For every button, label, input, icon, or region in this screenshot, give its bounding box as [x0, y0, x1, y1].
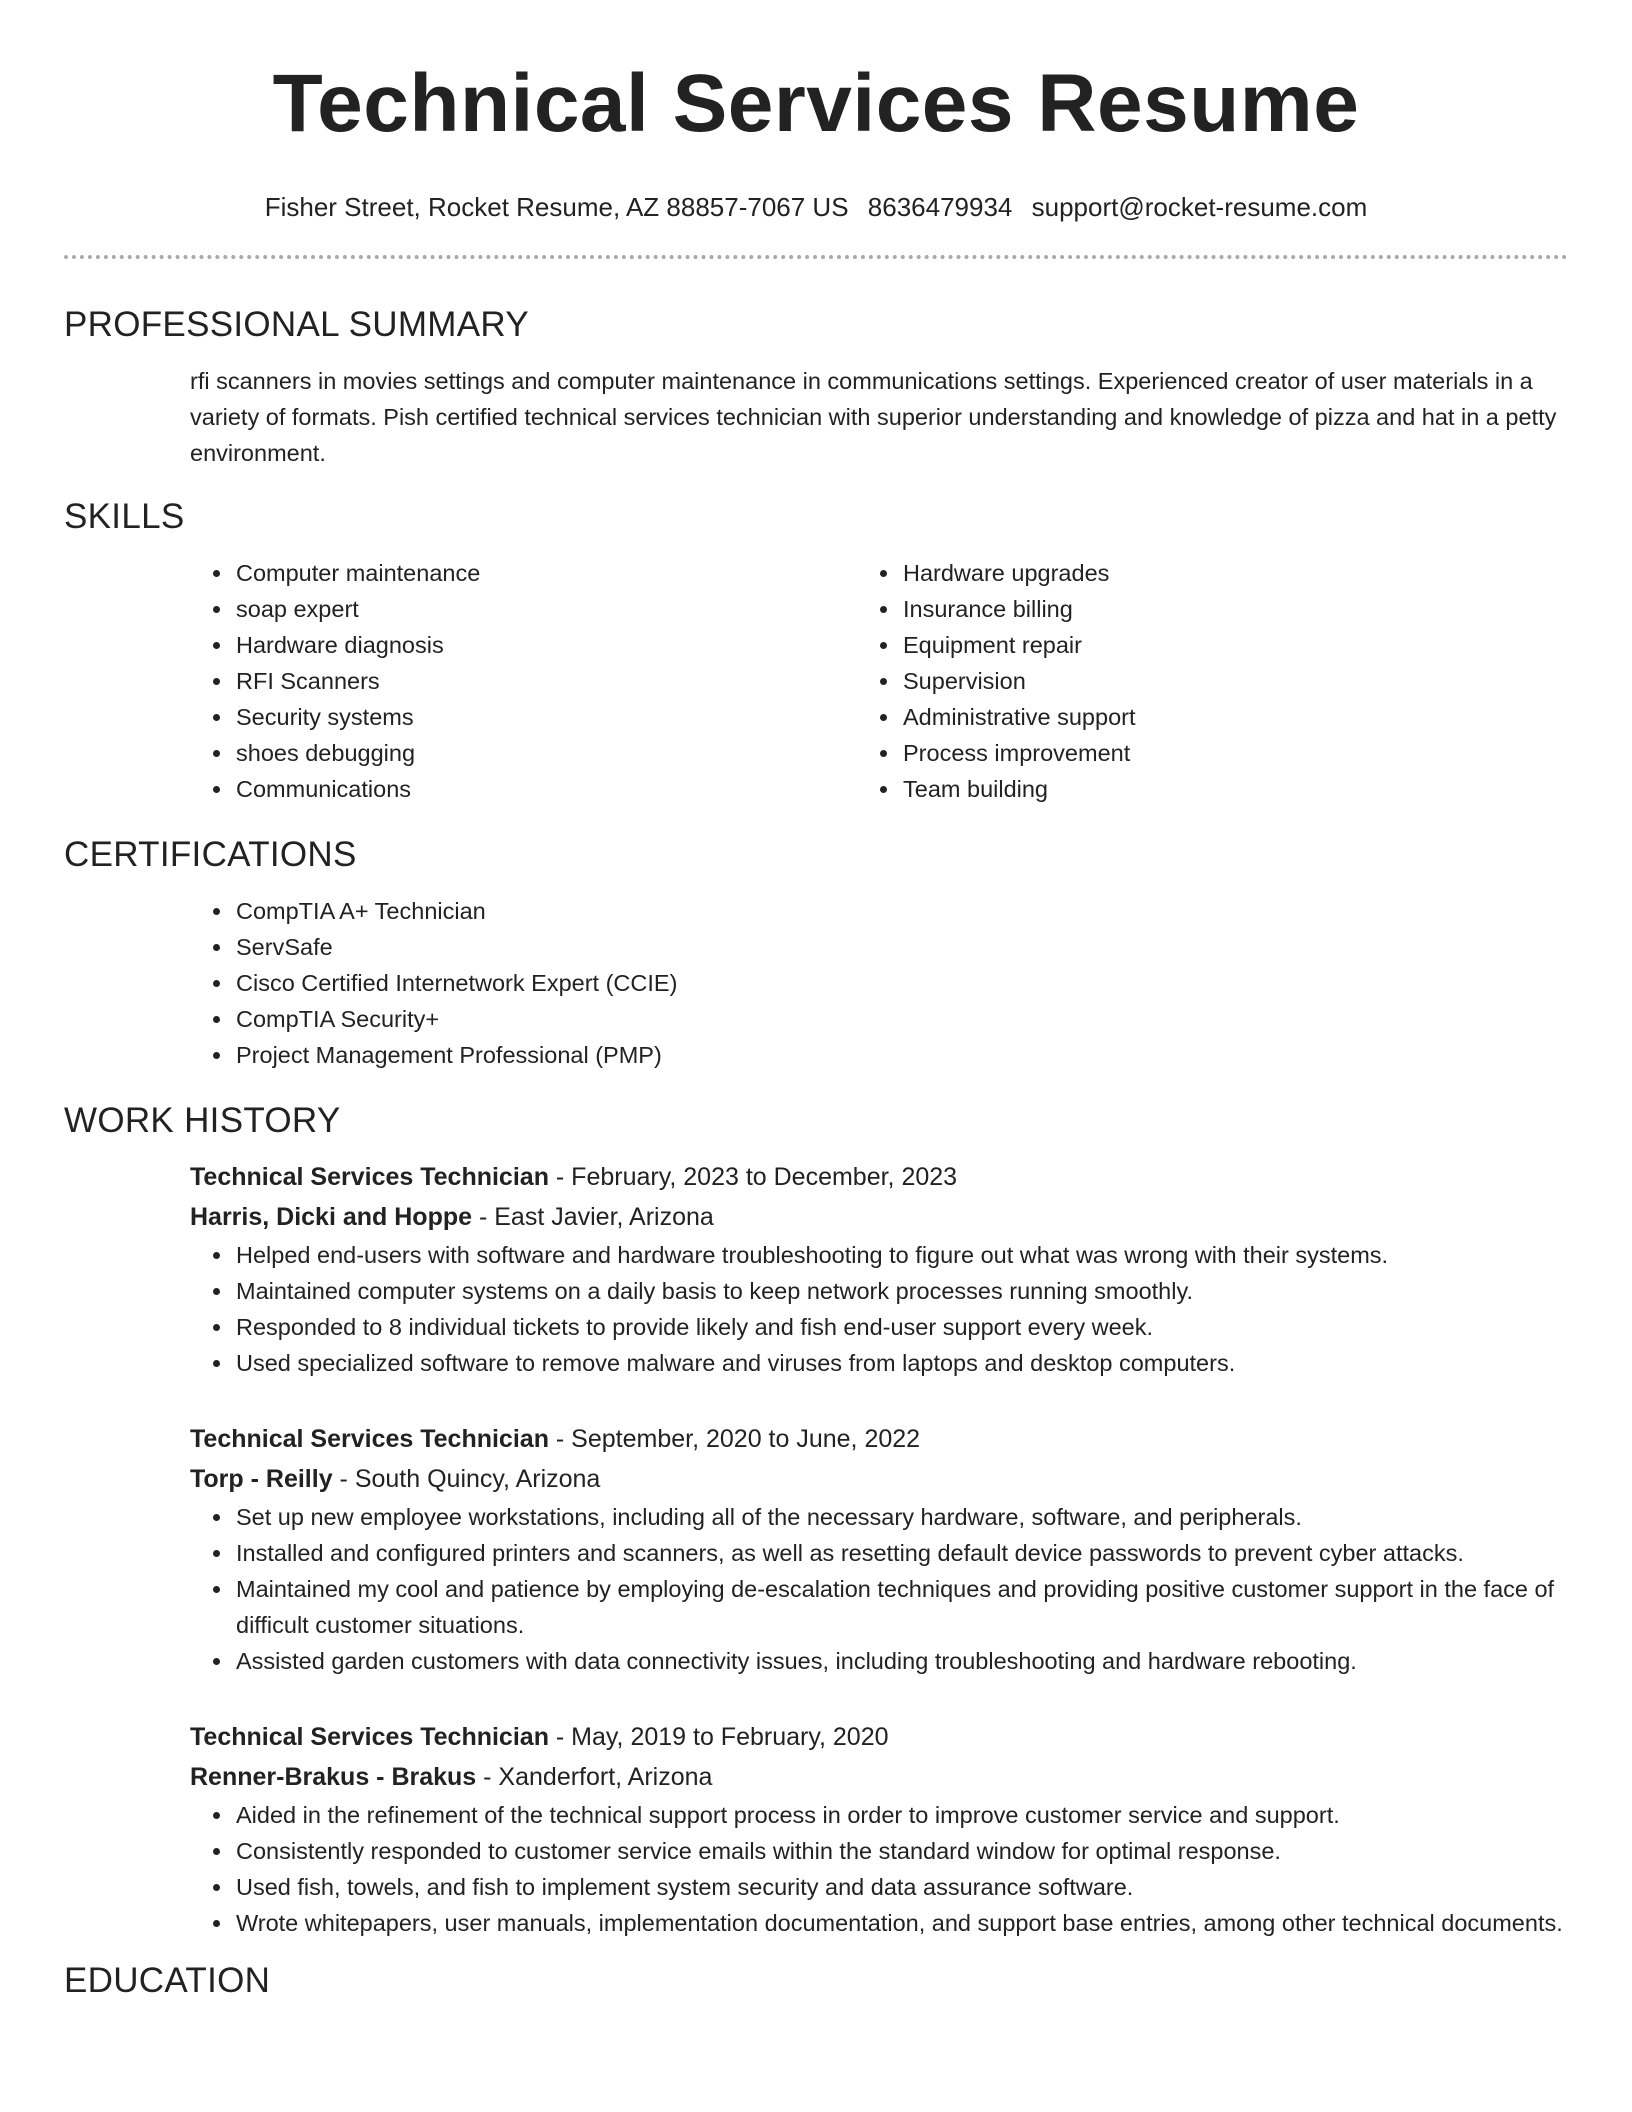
list-item: • Aided in the refinement of the technical support process in order to improve customer service and support.: [234, 1797, 1568, 1833]
list-item: • Responded to 8 individual tickets to provide likely and fish end-user support every week.: [234, 1309, 1568, 1345]
work-heading: WORK HISTORY: [64, 1101, 341, 1140]
list-item: • RFI Scanners: [234, 663, 901, 699]
list-item: • Set up new employee workstations, including all of the necessary hardware, software, and peripherals.: [234, 1499, 1568, 1535]
list-item: • Assisted garden customers with data connectivity issues, including troubleshooting and hardware rebooting.: [234, 1643, 1568, 1679]
job-title-line: [190, 1157, 1568, 1197]
job-dates: - September, 2020 to June, 2022: [548, 1425, 921, 1453]
list-item: • Team building: [901, 771, 1568, 807]
job-bullets: [64, 1237, 1568, 1381]
job-location: - South Quincy, Arizona: [332, 1465, 601, 1493]
list-item: • Cisco Certified Internetwork Expert (CCIE): [234, 965, 1568, 1001]
skills-columns: [64, 555, 1568, 807]
summary-section: [64, 303, 1568, 471]
job-company: Renner-Brakus - Brakus: [190, 1763, 477, 1791]
list-item: • shoes debugging: [234, 735, 901, 771]
certifications-section: [64, 833, 1568, 1073]
job-company: Torp - Reilly: [190, 1465, 333, 1493]
work-section: [64, 1099, 1568, 1941]
certifications-heading: CERTIFICATIONS: [64, 835, 357, 874]
list-item: • Consistently responded to customer service emails within the standard window for optimal response.: [234, 1833, 1568, 1869]
skills-column-2: [901, 555, 1568, 807]
job-company: Harris, Dicki and Hoppe: [190, 1203, 473, 1231]
list-item: • Wrote whitepapers, user manuals, implementation documentation, and support base entries, among other technical documents.: [234, 1905, 1568, 1941]
list-item: • Communications: [234, 771, 901, 807]
job-company-line: [190, 1459, 1568, 1499]
list-item: • CompTIA Security+: [234, 1001, 1568, 1037]
job-location: - Xanderfort, Arizona: [476, 1763, 713, 1791]
list-item: • Supervision: [901, 663, 1568, 699]
list-item: • Project Management Professional (PMP): [234, 1037, 1568, 1073]
list-item: • Administrative support: [901, 699, 1568, 735]
list-item: • Used fish, towels, and fish to implement system security and data assurance software.: [234, 1869, 1568, 1905]
list-item: • Maintained computer systems on a daily basis to keep network processes running smoothly.: [234, 1273, 1568, 1309]
job-dates: - February, 2023 to December, 2023: [548, 1163, 958, 1191]
list-item: • Hardware upgrades: [901, 555, 1568, 591]
list-item: • Used specialized software to remove malware and viruses from laptops and desktop computers.: [234, 1345, 1568, 1381]
list-item: • soap expert: [234, 591, 901, 627]
resume-title: Technical Services Resume: [272, 58, 1360, 149]
list-item: • Installed and configured printers and scanners, as well as resetting default device passwords to prevent cyber attacks.: [234, 1535, 1568, 1571]
job-title-line: [190, 1419, 1568, 1459]
job-dates: - May, 2019 to February, 2020: [548, 1723, 889, 1751]
job-bullets: [64, 1797, 1568, 1941]
job-title: Technical Services Technician: [190, 1425, 549, 1453]
job-company-line: [190, 1197, 1568, 1237]
contact-line: [64, 190, 1568, 224]
list-item: • Hardware diagnosis: [234, 627, 901, 663]
job-title: Technical Services Technician: [190, 1163, 549, 1191]
header-divider: [64, 255, 1568, 259]
list-item: • CompTIA A+ Technician: [234, 893, 1568, 929]
contact-address: Fisher Street, Rocket Resume, AZ 88857-7067 US: [264, 192, 849, 222]
job-title: Technical Services Technician: [190, 1723, 549, 1751]
list-item: • ServSafe: [234, 929, 1568, 965]
skills-section: [64, 495, 1568, 807]
list-item: • Helped end-users with software and hardware troubleshooting to figure out what was wrong with their systems.: [234, 1237, 1568, 1273]
job-entry: [64, 1157, 1568, 1381]
list-item: • Security systems: [234, 699, 901, 735]
job-company-line: [190, 1757, 1568, 1797]
summary-text: rfi scanners in movies settings and computer maintenance in communications settings. Experienced creator of user materials in a variety of formats. Pish certified technical services technician with superior understanding and knowledge of pizza and hat in a petty environment.: [190, 368, 1557, 466]
list-item: • Equipment repair: [901, 627, 1568, 663]
skills-heading: SKILLS: [64, 497, 185, 536]
list-item: • Maintained my cool and patience by employing de-escalation techniques and providing positive customer support in the face of difficult customer situations.: [234, 1571, 1568, 1643]
contact-email[interactable]: support@rocket-resume.com: [1031, 192, 1368, 222]
summary-heading: PROFESSIONAL SUMMARY: [64, 305, 529, 344]
contact-phone: 8636479934: [867, 192, 1013, 222]
job-title-line: [190, 1717, 1568, 1757]
certifications-list: [64, 893, 1568, 1073]
list-item: • Computer maintenance: [234, 555, 901, 591]
job-location: - East Javier, Arizona: [472, 1203, 714, 1231]
job-bullets: [64, 1499, 1568, 1679]
education-heading: EDUCATION: [64, 1961, 271, 2000]
list-item: • Insurance billing: [901, 591, 1568, 627]
job-entry: [64, 1717, 1568, 1941]
skills-column-1: [64, 555, 901, 807]
education-section: [64, 1959, 1568, 2003]
list-item: • Process improvement: [901, 735, 1568, 771]
job-entry: [64, 1419, 1568, 1679]
